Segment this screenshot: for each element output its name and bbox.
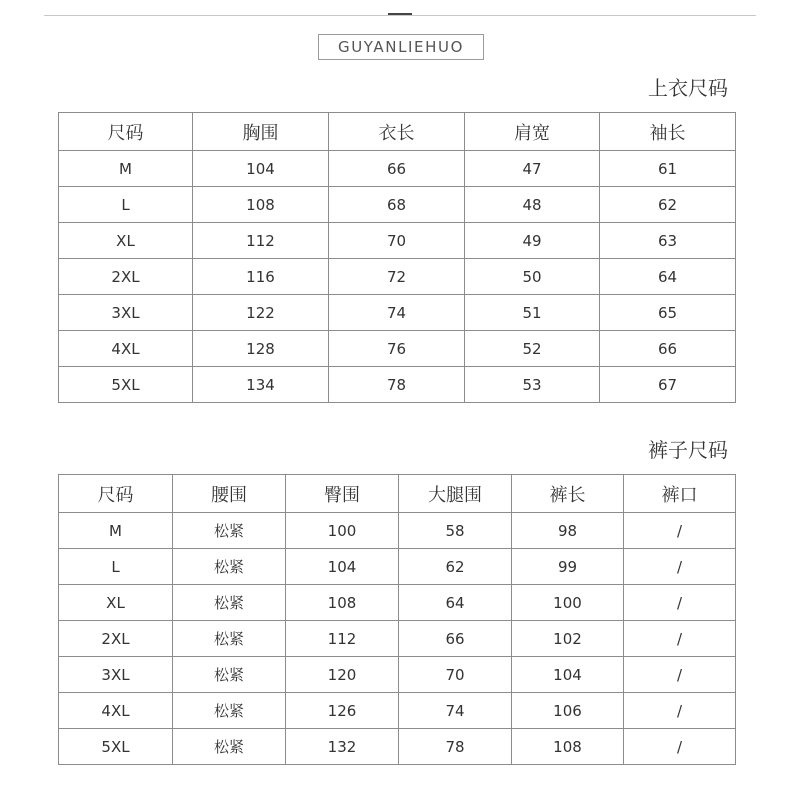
table-cell: 松紧: [173, 549, 286, 585]
header-accent-mark: [388, 13, 412, 15]
column-header: 腰围: [173, 475, 286, 513]
table-row: [59, 367, 736, 403]
table-cell: 108: [193, 187, 329, 223]
table-cell: 108: [286, 585, 399, 621]
table-cell: 62: [600, 187, 736, 223]
table-cell: 134: [193, 367, 329, 403]
column-header: 裤长: [512, 475, 624, 513]
shirt-size-title: 上衣尺码: [648, 76, 728, 100]
column-header: 肩宽: [465, 113, 600, 151]
table-cell: 104: [512, 657, 624, 693]
table-cell: /: [624, 729, 736, 765]
table-cell: 5XL: [59, 367, 193, 403]
table-cell: 48: [465, 187, 600, 223]
table-cell: 5XL: [59, 729, 173, 765]
table-row: [59, 151, 736, 187]
table-cell: 78: [329, 367, 465, 403]
table-cell: /: [624, 549, 736, 585]
table-cell: 104: [193, 151, 329, 187]
table-cell: XL: [59, 223, 193, 259]
table-cell: 49: [465, 223, 600, 259]
table-cell: 68: [329, 187, 465, 223]
table-cell: M: [59, 513, 173, 549]
table-cell: 64: [600, 259, 736, 295]
column-header: 袖长: [600, 113, 736, 151]
table-cell: 112: [193, 223, 329, 259]
table-cell: 51: [465, 295, 600, 331]
table-cell: XL: [59, 585, 173, 621]
table-row: [59, 259, 736, 295]
column-header: 胸围: [193, 113, 329, 151]
table-cell: 4XL: [59, 693, 173, 729]
table-cell: 74: [399, 693, 512, 729]
table-cell: /: [624, 693, 736, 729]
table-cell: 64: [399, 585, 512, 621]
table-cell: 100: [512, 585, 624, 621]
table-header-row: [59, 475, 736, 513]
table-cell: 53: [465, 367, 600, 403]
table-cell: 63: [600, 223, 736, 259]
table-cell: M: [59, 151, 193, 187]
brand-logo-box: GUYANLIEHUO: [318, 34, 484, 60]
column-header: 尺码: [59, 475, 173, 513]
table-cell: 66: [600, 331, 736, 367]
pants-size-title: 裤子尺码: [648, 438, 728, 462]
table-cell: 116: [193, 259, 329, 295]
table-cell: /: [624, 585, 736, 621]
table-cell: 3XL: [59, 295, 193, 331]
table-row: [59, 513, 736, 549]
table-cell: /: [624, 621, 736, 657]
table-cell: 松紧: [173, 693, 286, 729]
table-cell: 120: [286, 657, 399, 693]
table-cell: 98: [512, 513, 624, 549]
table-cell: 松紧: [173, 585, 286, 621]
table-cell: 70: [329, 223, 465, 259]
header-divider: [44, 15, 756, 16]
table-row: [59, 549, 736, 585]
table-row: [59, 331, 736, 367]
table-cell: 50: [465, 259, 600, 295]
table-cell: 100: [286, 513, 399, 549]
table-cell: 58: [399, 513, 512, 549]
table-row: [59, 693, 736, 729]
table-cell: 松紧: [173, 513, 286, 549]
table-cell: 47: [465, 151, 600, 187]
table-cell: L: [59, 187, 193, 223]
column-header: 臀围: [286, 475, 399, 513]
table-cell: 66: [329, 151, 465, 187]
column-header: 尺码: [59, 113, 193, 151]
table-cell: 4XL: [59, 331, 193, 367]
table-header-row: [59, 113, 736, 151]
table-cell: 2XL: [59, 259, 193, 295]
table-cell: 松紧: [173, 729, 286, 765]
table-cell: 122: [193, 295, 329, 331]
table-row: [59, 729, 736, 765]
table-row: [59, 621, 736, 657]
table-cell: 78: [399, 729, 512, 765]
table-cell: 松紧: [173, 657, 286, 693]
table-cell: 70: [399, 657, 512, 693]
table-row: [59, 187, 736, 223]
table-cell: 3XL: [59, 657, 173, 693]
table-cell: 126: [286, 693, 399, 729]
table-cell: 61: [600, 151, 736, 187]
table-cell: 106: [512, 693, 624, 729]
table-cell: /: [624, 657, 736, 693]
table-cell: 99: [512, 549, 624, 585]
table-cell: /: [624, 513, 736, 549]
table-cell: 67: [600, 367, 736, 403]
table-cell: 76: [329, 331, 465, 367]
table-cell: 108: [512, 729, 624, 765]
table-cell: 104: [286, 549, 399, 585]
table-cell: 65: [600, 295, 736, 331]
table-row: [59, 657, 736, 693]
table-cell: 62: [399, 549, 512, 585]
table-cell: 66: [399, 621, 512, 657]
table-row: [59, 223, 736, 259]
table-row: [59, 585, 736, 621]
column-header: 裤口: [624, 475, 736, 513]
table-cell: 102: [512, 621, 624, 657]
table-cell: L: [59, 549, 173, 585]
table-cell: 74: [329, 295, 465, 331]
table-row: [59, 295, 736, 331]
column-header: 衣长: [329, 113, 465, 151]
table-cell: 112: [286, 621, 399, 657]
pants-size-table: [58, 474, 736, 765]
table-cell: 2XL: [59, 621, 173, 657]
table-cell: 松紧: [173, 621, 286, 657]
table-cell: 128: [193, 331, 329, 367]
table-cell: 132: [286, 729, 399, 765]
column-header: 大腿围: [399, 475, 512, 513]
shirt-size-table: [58, 112, 736, 403]
table-cell: 72: [329, 259, 465, 295]
table-cell: 52: [465, 331, 600, 367]
